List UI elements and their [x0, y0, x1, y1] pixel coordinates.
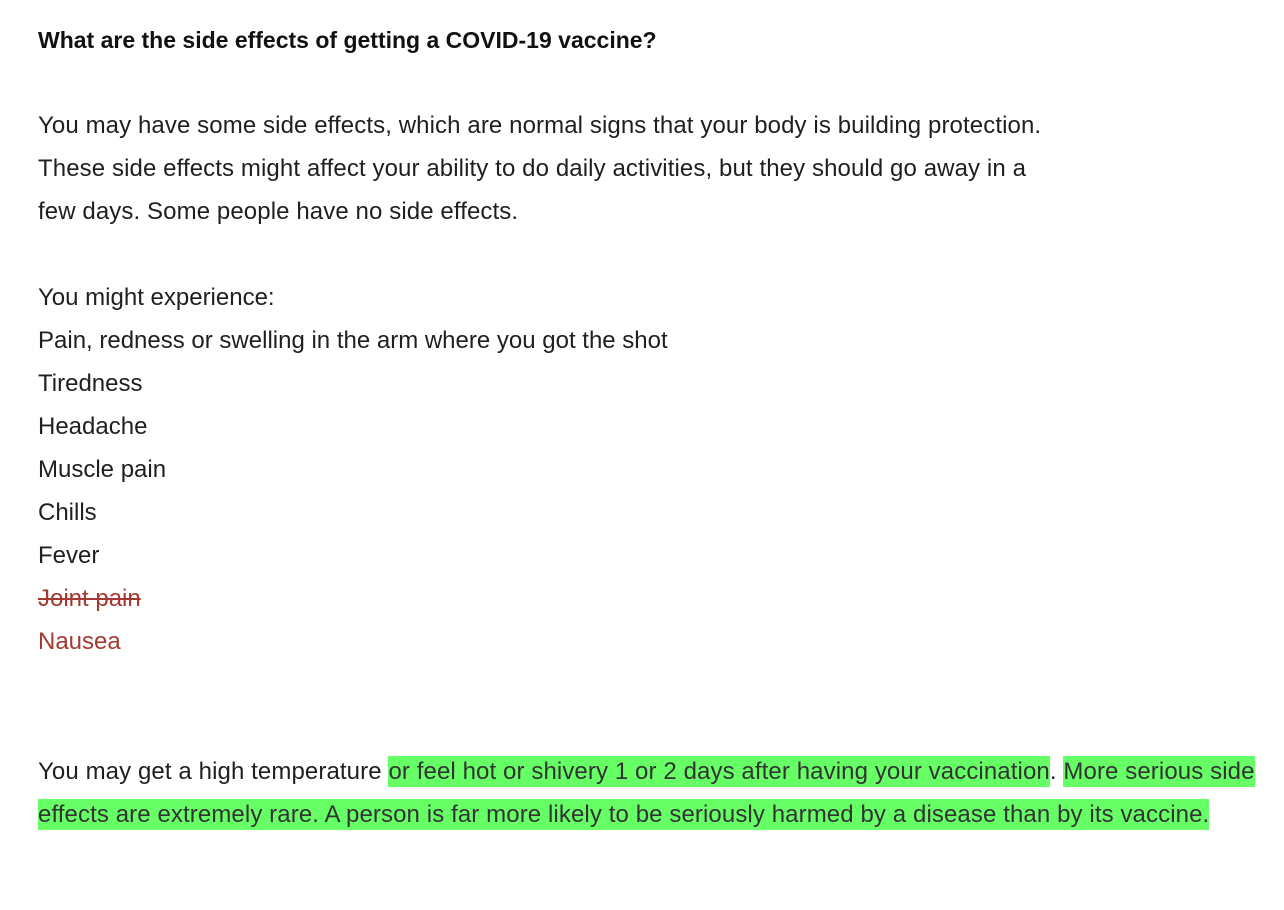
intro-line-2: These side effects might affect your ability to do daily activities, but they should go away in a — [38, 155, 1027, 182]
list-item: Pain, redness or swelling in the arm where you got the shot — [38, 327, 668, 354]
intro-paragraph — [38, 104, 1258, 233]
document — [38, 22, 1268, 828]
intro-line-3: few days. Some people have no side effects. — [38, 198, 519, 225]
list-item: Muscle pain — [38, 456, 167, 483]
list-item: Tiredness — [38, 370, 143, 397]
highlighted-text: or feel hot or shivery 1 or 2 days after having your vaccination — [388, 758, 1050, 785]
document-title: What are the side effects of getting a COVID-19 vaccine? — [38, 27, 657, 53]
side-effects-list — [38, 276, 668, 663]
list-item: Fever — [38, 542, 100, 569]
closing-plain-start: You may get a high temperature — [38, 758, 389, 785]
list-heading: You might experience: — [38, 284, 275, 311]
highlighted-text: More serious side effects are extremely rare. A person is far more likely to be seriously harmed by a disease than by its vaccine. — [38, 758, 1255, 828]
inserted-list-item: Nausea — [38, 628, 121, 655]
list-item: Chills — [38, 499, 97, 526]
intro-line-1: You may have some side effects, which are normal signs that your body is building protection. — [38, 112, 1042, 139]
closing-paragraph — [38, 750, 1258, 836]
deleted-list-item: Joint pain — [38, 585, 141, 612]
list-item: Headache — [38, 413, 148, 440]
closing-plain-middle: . — [1049, 758, 1064, 785]
